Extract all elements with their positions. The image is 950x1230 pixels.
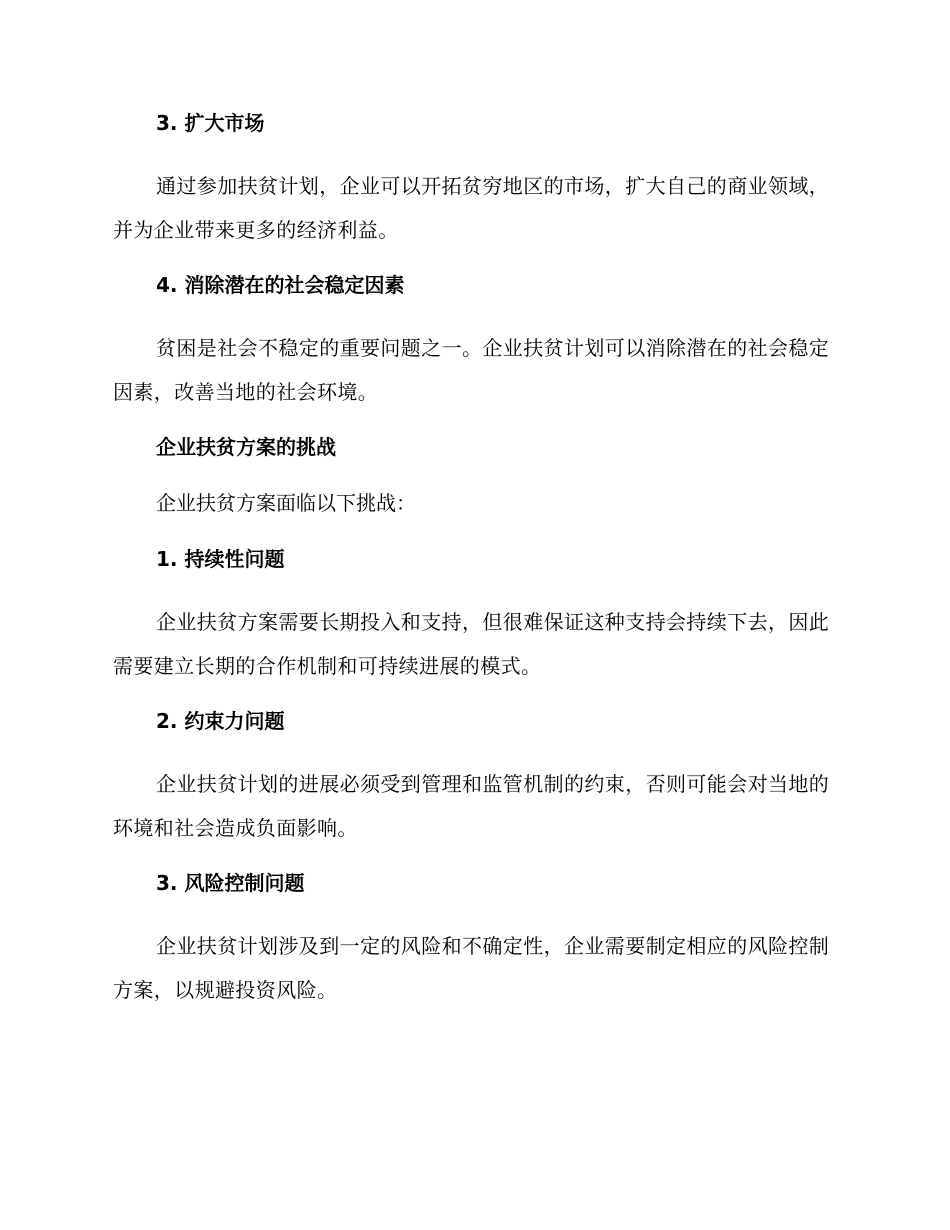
document-page — [113, 108, 833, 1012]
section-intro-challenges: 企业扶贫方案面临以下挑战： — [156, 491, 416, 515]
section-text-expand-market: 通过参加扶贫计划，企业可以开拓贫穷地区的市场，扩大自己的商业领域，并为企业带来更多的经济利益。 — [113, 174, 830, 242]
section-heading-challenges: 企业扶贫方案的挑战 — [156, 435, 336, 459]
section-heading-expand-market: 3. 扩大市场 — [156, 111, 265, 135]
section-heading-eliminate-instability: 4. 消除潜在的社会稳定因素 — [156, 273, 405, 297]
section-text-sustainability: 企业扶贫方案需要长期投入和支持，但很难保证这种支持会持续下去，因此需要建立长期的合作机制和可持续进展的模式。 — [113, 610, 830, 678]
section-heading-risk-control: 3. 风险控制问题 — [156, 871, 305, 895]
section-text-constraint: 企业扶贫计划的进展必须受到管理和监管机制的约束，否则可能会对当地的环境和社会造成负面影响。 — [113, 772, 830, 840]
section-text-eliminate-instability: 贫困是社会不稳定的重要问题之一。企业扶贫计划可以消除潜在的社会稳定因素，改善当地的社会环境。 — [113, 336, 830, 404]
section-heading-constraint: 2. 约束力问题 — [156, 709, 285, 733]
section-heading-sustainability: 1. 持续性问题 — [156, 547, 285, 571]
section-text-risk-control: 企业扶贫计划涉及到一定的风险和不确定性，企业需要制定相应的风险控制方案，以规避投资风险。 — [113, 934, 830, 1002]
